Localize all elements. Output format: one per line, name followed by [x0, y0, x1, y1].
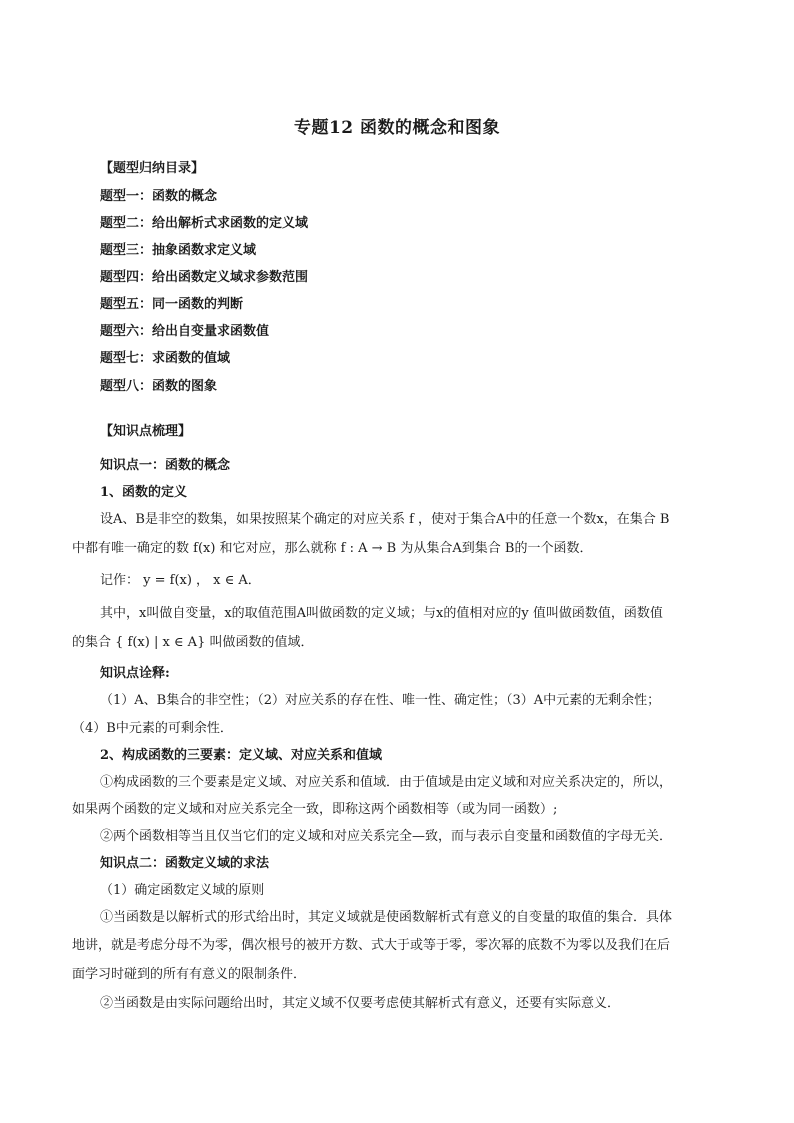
principle-title: （1）确定函数定义域的原则: [100, 883, 265, 898]
toc-item-3: 题型三：抽象函数求定义域: [100, 243, 257, 258]
toc-header: 【题型归纳目录】: [100, 161, 205, 176]
point1-title: 知识点一：函数的概念: [100, 458, 231, 473]
knowledge-header: 【知识点梳理】: [100, 424, 192, 439]
toc-item-8: 题型八：函数的图象: [100, 379, 218, 394]
definition-line-1: 设A、B是非空的数集，如果按照某个确定的对应关系 f ，使对于集合A中的任意一个数x，在集合 B: [100, 512, 670, 527]
principle-line-1: ①当函数是以解析式的形式给出时，其定义域就是使函数解析式有意义的自变量的取值的集合．具体: [100, 910, 673, 925]
notation-line: 记作： y = f(x) ， x ∈ A．: [100, 573, 261, 588]
toc-item-7: 题型七：求函数的值域: [100, 351, 231, 366]
interpretation-title: 知识点诠释:: [100, 666, 170, 681]
section1-title: 1、函数的定义: [100, 485, 188, 500]
three-elements-line-1: ①构成函数的三个要素是定义域、对应关系和值域．由于值域是由定义域和对应关系决定的，所以，: [100, 775, 673, 790]
toc-item-6: 题型六：给出自变量求函数值: [100, 324, 270, 339]
toc-item-4: 题型四：给出函数定义域求参数范围: [100, 270, 309, 285]
toc-item-2: 题型二：给出解析式求函数的定义域: [100, 216, 309, 231]
where-line-2: 的集合 { f(x) | x ∈ A} 叫做函数的值域．: [72, 635, 314, 650]
where-line-1: 其中，x叫做自变量，x的取值范围A叫做函数的定义域；与x的值相对应的y 值叫做函数值，函数值: [100, 606, 663, 621]
section2-title: 2、构成函数的三要素：定义域、对应关系和值域: [100, 748, 383, 763]
toc-item-5: 题型五：同一函数的判断: [100, 297, 244, 312]
principle-line-4: ②当函数是由实际问题给出时，其定义域不仅要考虑使其解析式有意义，还要有实际意义．: [100, 996, 621, 1011]
interpretation-line-1: （1）A、B集合的非空性；（2）对应关系的存在性、唯一性、确定性；（3）A中元素的无剩余性；: [100, 693, 661, 708]
definition-line-2: 中都有唯一确定的数 f(x) 和它对应，那么就称 f : A → B 为从集合A到集合 B的一个函数．: [72, 541, 593, 556]
interpretation-line-2: （4）B中元素的可剩余性．: [72, 721, 233, 736]
toc-item-1: 题型一：函数的概念: [100, 189, 218, 204]
principle-line-3: 面学习时碰到的所有有意义的限制条件．: [72, 967, 307, 982]
principle-line-2: 地讲，就是考虑分母不为零，偶次根号的被开方数、式大于或等于零，零次幂的底数不为零以及我们在后: [72, 938, 671, 953]
page-title: 专题12 函数的概念和图象: [293, 118, 501, 138]
point2-title: 知识点二：函数定义域的求法: [100, 856, 270, 871]
three-elements-line-3: ②两个函数相等当且仅当它们的定义域和对应关系完全—致，而与表示自变量和函数值的字母无关．: [100, 829, 673, 844]
three-elements-line-2: 如果两个函数的定义域和对应关系完全一致，即称这两个函数相等（或为同一函数）;: [72, 802, 558, 817]
